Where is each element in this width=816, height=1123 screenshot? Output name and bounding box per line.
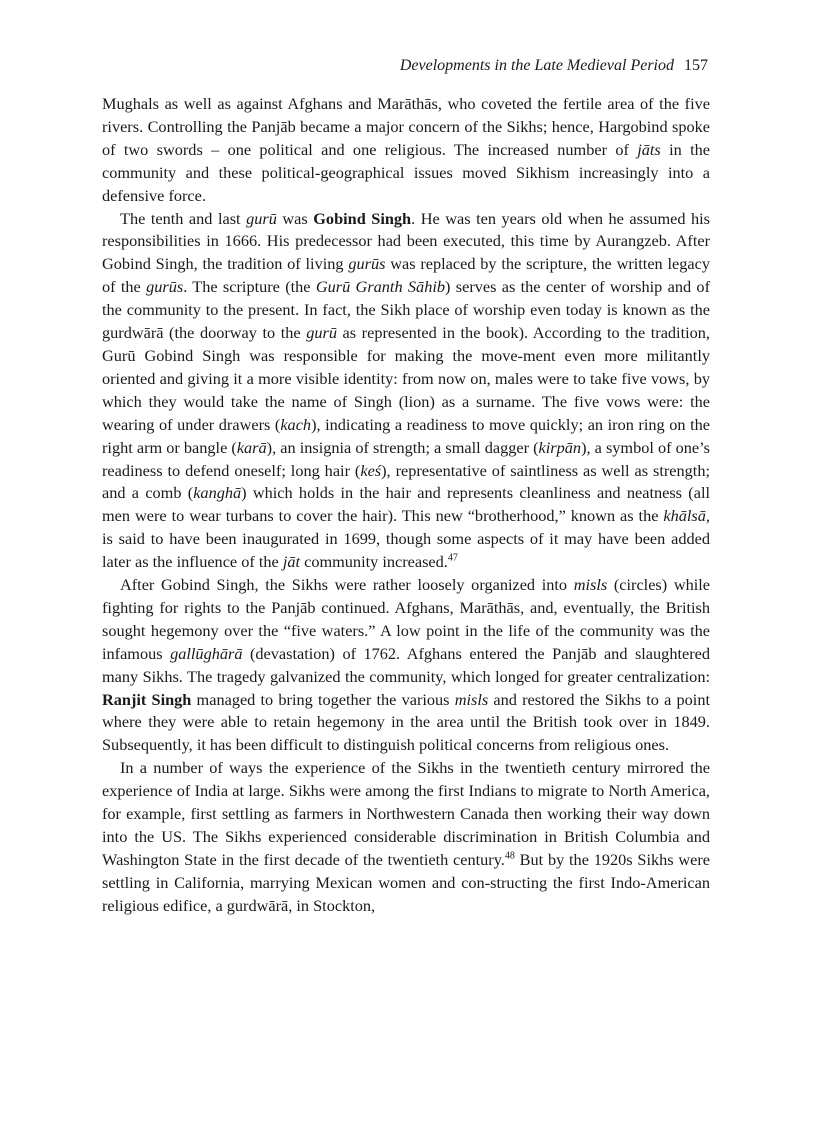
italic-term: kach [280,414,312,434]
text-run: ) serves as the center of worship and of the community to the present. In fact, the Sikh place of worship even today is known as the gurdwārā (the doorway to the [102,277,710,343]
text-run: After Gobind Singh, the Sikhs were rather loosely organized into [120,575,574,595]
text-run: ), an insignia of strength; a small dagger ( [266,437,539,457]
italic-term: jāts [637,139,661,159]
footnote-marker: 47 [447,552,458,564]
text-run: ), indicating a readiness to move quickly; an iron ring on the right arm or bangle ( [102,414,710,457]
italic-term: misls [573,575,608,595]
text-run: in the community and these political-geographical issues moved Sikhism increasingly into a defensive force. [102,139,710,205]
text-run: (devastation) of 1762. Afghans entered the Panjāb and slaughtered many Sikhs. The tragedy galvanized the community, which longed for greater centralization: [102,643,710,686]
text-run: , is said to have been inaugurated in 1699, though some aspects of it may have been added later as the influence of the [102,506,710,572]
italic-term: gurū [246,208,277,228]
running-title: Developments in the Late Medieval Period [399,57,674,74]
text-run: . He was ten years old when he assumed his responsibilities in 1666. His predecessor had been executed, this time by Aurangzeb. After Gobind Singh, the tradition of living [102,208,711,274]
text-run: ), representative of saintliness as well as strength; and a comb ( [102,460,710,503]
text-run: The tenth and last [120,208,247,228]
italic-term: jāt [282,552,301,572]
text-run: ), a symbol of one’s readiness to defend oneself; long hair ( [102,437,711,480]
text-run: as represented in the book). According to the tradition, Gurū Gobind Singh was responsible for making the move-ment even more militantly oriented and giving it a more visible identity: from now on, males were to take five vows, by which they would take the name of Singh (lion) as a surname. The five vows were: the wearing of under drawers ( [102,323,710,434]
paragraph [102,93,710,208]
italic-term: khālsā [663,506,706,526]
italic-term: kanghā [193,483,242,503]
italic-term: gallūghārā [170,643,243,663]
footnote-marker: 48 [504,850,515,862]
text-run: In a number of ways the experience of the Sikhs in the twentieth century mirrored the experience of India at large. Sikhs were among the first Indians to migrate to North America, for example, first settling as farmers in Northwestern Canada then working their way down into the US. The Sikhs experienced considerable discrimination in British Columbia and Washington State in the first decade of the twentieth century. [102,758,710,869]
italic-term: gurūs [146,277,184,297]
text-run: was [276,208,314,228]
text-run: Mughals as well as against Afghans and Marāthās, who coveted the fertile area of the five rivers. Controlling the Panjāb became a major concern of the Sikhs; hence, Hargobind spoke of two swords – one political and one religious. The increased number of [102,94,710,159]
text-run: community increased. [300,552,448,572]
paragraph [102,757,710,917]
text-run: . The scripture (the [183,277,316,297]
italic-term: gurūs [348,254,386,274]
italic-term: keś [360,460,382,480]
text-run: But by the 1920s Sikhs were settling in California, marrying Mexican women and con-structing the first Indo-American religious edifice, a gurdwārā, in Stockton, [102,849,711,915]
text-run: and restored the Sikhs to a point where they were able to retain hegemony in the area until the British took over in 1849. Subsequently, it has been difficult to distinguish political concerns from religious ones. [102,689,710,755]
text-run: was replaced by the scripture, the written legacy of the [102,254,710,297]
paragraph [102,208,710,575]
paragraph [102,574,710,757]
bold-term: Ranjit Singh [102,689,192,709]
text-run: (circles) while fighting for rights to the Panjāb continued. Afghans, Marāthās, and, eventually, the British sought hegemony over the “five waters.” A low point in the life of the community was the infamous [102,575,711,663]
bold-term: Gobind Singh [313,208,412,228]
italic-term: karā [236,437,267,457]
page-number: 157 [684,57,708,74]
running-head [400,56,708,76]
italic-term: kirpān [538,437,582,457]
text-run: managed to bring together the various [191,689,455,709]
text-run: ) which holds in the hair and represents cleanliness and neatness (all men were to wear turbans to cover the hair). This new “brotherhood,” known as the [102,483,710,526]
italic-term: misls [454,689,489,709]
body-text [102,93,710,918]
italic-term: Gurū Granth Sāhib [315,277,446,297]
italic-term: gurū [306,323,337,343]
